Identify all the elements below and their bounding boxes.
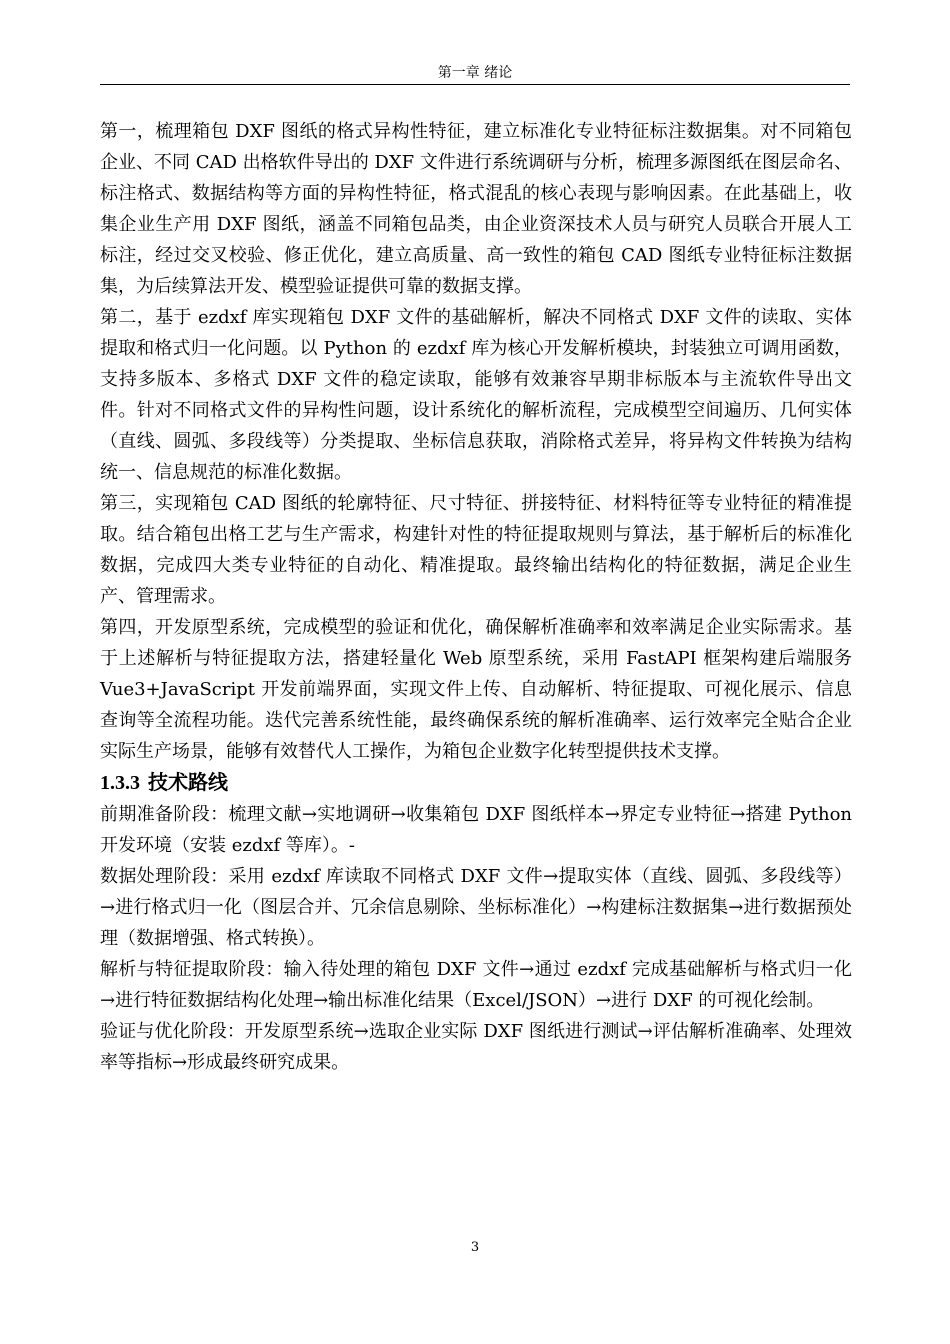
paragraph-stage-validation: 验证与优化阶段：开发原型系统→选取企业实际 DXF 图纸进行测试→评估解析准确率、处理效率等指标→形成最终研究成果。 xyxy=(100,1021,852,1073)
paragraph-goal-3: 第三，实现箱包 CAD 图纸的轮廓特征、尺寸特征、拼接特征、材料特征等专业特征的精准提取。结合箱包出格工艺与生产需求，构建针对性的特征提取规则与算法，基于解析后的标准化数据，完成四大类专业特征的自动化、精准提取。最终输出结构化的特征数据，满足企业生产、管理需求。 xyxy=(100,493,852,607)
body-content xyxy=(100,116,852,1078)
paragraph-stage-preparation: 前期准备阶段：梳理文献→实地调研→收集箱包 DXF 图纸样本→界定专业特征→搭建 Python 开发环境（安装 ezdxf 等库）。- xyxy=(100,804,852,856)
paragraph-stage-parsing: 解析与特征提取阶段：输入待处理的箱包 DXF 文件→通过 ezdxf 完成基础解析与格式归一化→进行特征数据结构化处理→输出标准化结果（Excel/JSON）→进行 DXF 的可视化绘制。 xyxy=(100,959,852,1011)
section-number: 1.3.3 xyxy=(100,772,140,794)
paragraph-goal-2: 第二，基于 ezdxf 库实现箱包 DXF 文件的基础解析，解决不同格式 DXF 文件的读取、实体提取和格式归一化问题。以 Python 的 ezdxf 库为核心开发解析模块，封装独立可调用函数，支持多版本、多格式 DXF 文件的稳定读取，能够有效兼容早期非标版本与主流软件导出文件。针对不同格式文件的异构性问题，设计系统化的解析流程，完成模型空间遍历、几何实体（直线、圆弧、多段线等）分类提取、坐标信息获取，消除格式差异，将异构文件转换为结构统一、信息规范的标准化数据。 xyxy=(100,307,852,483)
running-header: 第一章 绪论 xyxy=(437,65,513,81)
paragraph-goal-4: 第四，开发原型系统，完成模型的验证和优化，确保解析准确率和效率满足企业实际需求。基于上述解析与特征提取方法，搭建轻量化 Web 原型系统，采用 FastAPI 框架构建后端服务 Vue3+JavaScript 开发前端界面，实现文件上传、自动解析、特征提取、可视化展示、信息查询等全流程功能。迭代完善系统性能，最终确保系统的解析准确率、运行效率完全贴合企业实际生产场景，能够有效替代人工操作，为箱包企业数字化转型提供技术支撑。 xyxy=(100,617,852,762)
header-rule xyxy=(100,84,850,85)
page-number: 3 xyxy=(470,1240,480,1255)
paragraph-stage-data-processing: 数据处理阶段：采用 ezdxf 库读取不同格式 DXF 文件→提取实体（直线、圆弧、多段线等）→进行格式归一化（图层合并、冗余信息剔除、坐标标准化）→构建标注数据集→进行数据预处理（数据增强、格式转换）。 xyxy=(100,866,852,949)
paragraph-goal-1: 第一，梳理箱包 DXF 图纸的格式异构性特征，建立标准化专业特征标注数据集。对不同箱包企业、不同 CAD 出格软件导出的 DXF 文件进行系统调研与分析，梳理多源图纸在图层命名、标注格式、数据结构等方面的异构性特征，格式混乱的核心表现与影响因素。在此基础上，收集企业生产用 DXF 图纸，涵盖不同箱包品类，由企业资深技术人员与研究人员联合开展人工标注，经过交叉校验、修正优化，建立高质量、高一致性的箱包 CAD 图纸专业特征标注数据集，为后续算法开发、模型验证提供可靠的数据支撑。 xyxy=(100,121,852,297)
section-heading xyxy=(100,767,852,799)
section-title: 技术路线 xyxy=(148,770,228,794)
